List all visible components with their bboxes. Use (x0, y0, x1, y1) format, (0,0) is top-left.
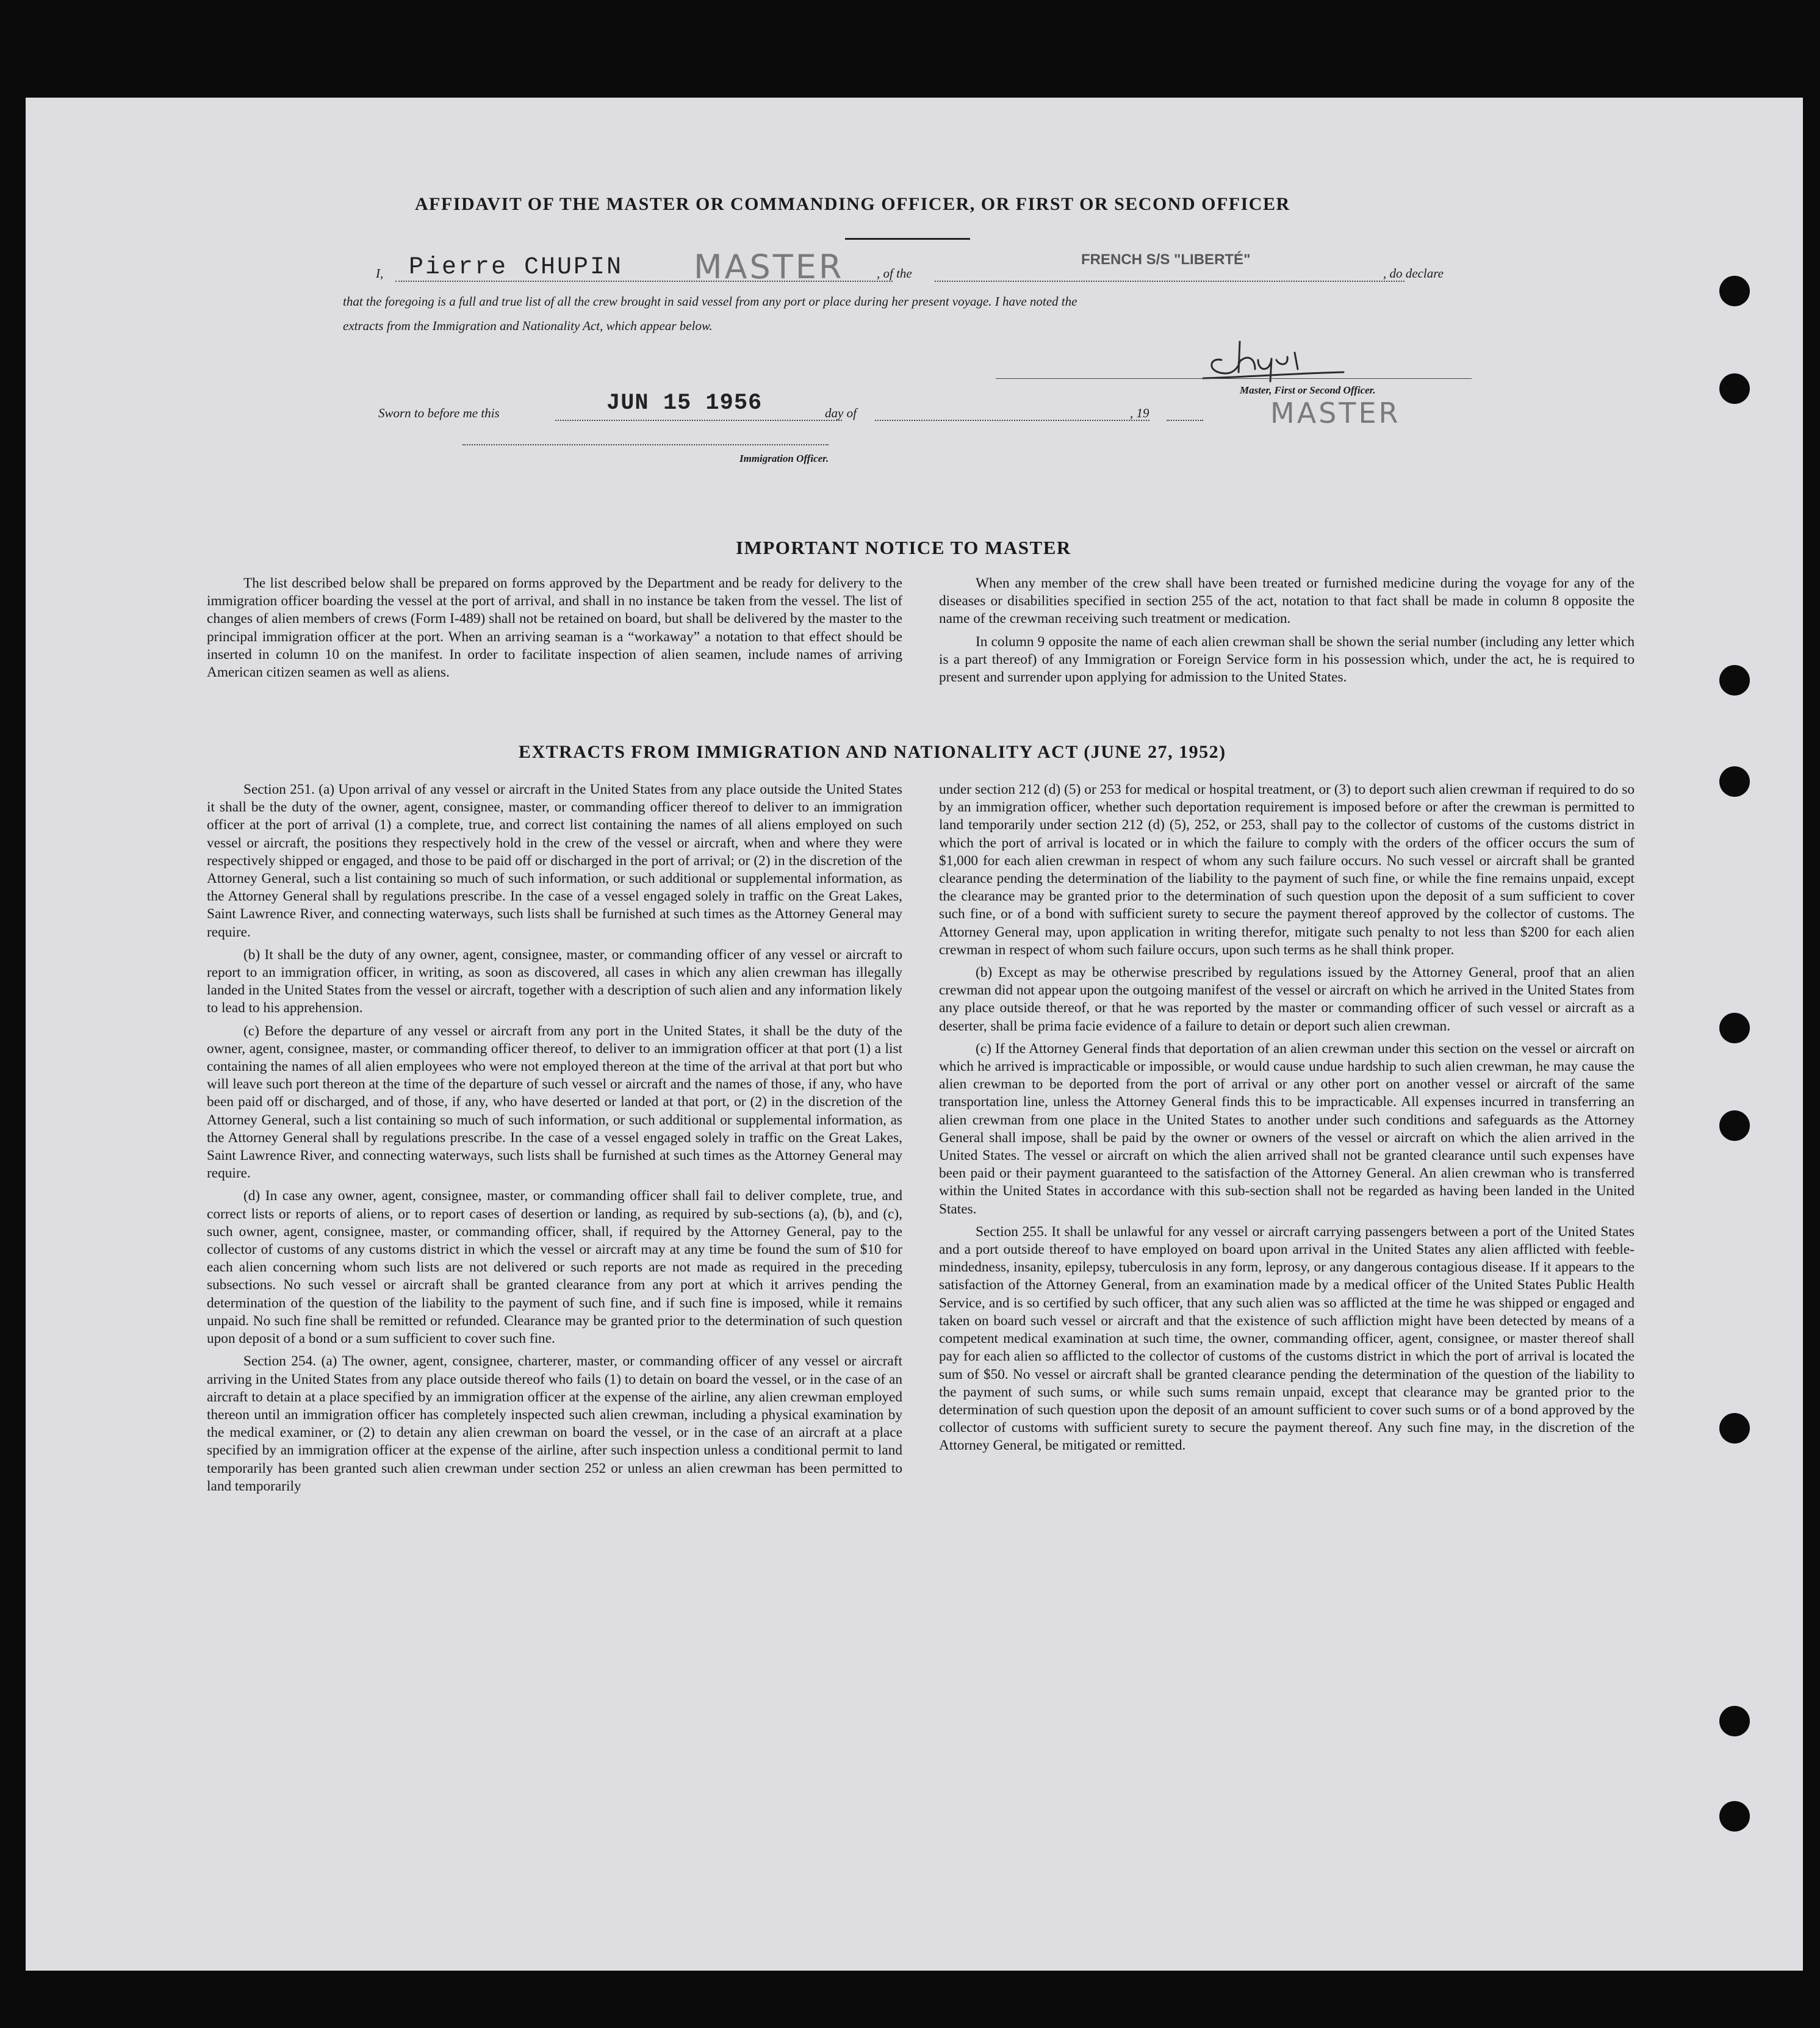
sworn-date-line (555, 420, 842, 421)
title-rule (845, 238, 970, 240)
i-label: I, (376, 266, 384, 281)
declaration-line-1: that the foregoing is a full and true list of all the crew brought in said vessel from any port or place during her present voyage. I have noted the (343, 294, 1077, 309)
notice-paragraph: In column 9 opposite the name of each alien crewman shall be shown the serial number (including any letter which is a part thereof) of any Immigration or Foreign Service form in his possession which, under the act, he is required to present and surrender upon applying for admission to the United States. (939, 633, 1635, 686)
extract-paragraph: under section 212 (d) (5) or 253 for medical or hospital treatment, or (3) to deport such alien crewman if required to do so by an immigration officer, whether such deportation requirement is imposed before or after the crewman is permitted to land temporarily under section 212 (d) (5), 252, or 253, shall pay to the collector of customs of the customs district in which the port of arrival is located or in which the failure to comply with the orders of the officer occurs the sum of $1,000 for each alien crewman in respect of whom any such failure occurs. No such vessel or aircraft shall be granted clearance pending the determination of the liability to the payment of such fine, or while the fine remains unpaid, except the clearance may be granted prior to the determination of such question upon the deposit of a sum sufficient to cover such fine, or of a bond with sufficient surety to secure the payment thereof approved by the collector of customs. The Attorney General may, upon application in writing therefor, mitigate such penalty to not less than $200 for each alien crewman in respect of whom such failure occurs, upon such terms as he shall think proper. (939, 782, 1635, 958)
punch-hole (1719, 665, 1750, 696)
extracts-left-column (207, 781, 902, 1500)
extract-paragraph: Section 255. It shall be unlawful for any vessel or aircraft carrying passengers between a port of the United States and a port outside thereof to have employed on board upon arrival in the United States any alien afflicted with feeble-mindedness, insanity, epilepsy, tuberculosis in any form, leprosy, or any dangerous contagious disease. If it appears to the satisfaction of the Attorney General, from an examination made by a medical officer of the United States Public Health Service, and is so certified by such officer, that any such alien was so afflicted at the time he was shipped or engaged and taken on board such vessel or aircraft and that the existence of such affliction might have been detected by means of a competent medical examination at such time, the owner, commanding officer, agent, consignee, or master thereof shall pay for each alien so afflicted to the collector of customs of the customs district in which the port of arrival is located the sum of $50. No vessel or aircraft shall be granted clearance pending the determination of the question of the liability to the payment of such sums, or while such sums remain unpaid, except that clearance may be granted prior to the determination of such question upon the deposit of an amount sufficient to cover such sums or of a bond approved by the collector of customs with sufficient surety to secure the payment thereof. Any such fine may, in the discretion of the Attorney General, be mitigated or remitted. (939, 1223, 1635, 1454)
of-the-label: , of the (877, 266, 912, 281)
year-line (1167, 420, 1203, 421)
notice-left-column (207, 575, 902, 686)
extract-paragraph: (b) It shall be the duty of any owner, agent, consignee, master, or commanding officer of any vessel or aircraft to report to an immigration officer, in writing, as soon as discovered, all cases in which any alien crewman has illegally landed in the United States from the vessel or aircraft, together with a description of such alien and any information likely to lead to his apprehension. (207, 946, 902, 1016)
declaration-line-2: extracts from the Immigration and Nationality Act, which appear below. (343, 318, 713, 333)
punch-hole (1719, 1706, 1750, 1736)
day-of-label: day of (825, 406, 857, 420)
vessel-line (935, 281, 1405, 282)
affidavit-title: AFFIDAVIT OF THE MASTER OR COMMANDING OFFICER, OR FIRST OR SECOND OFFICER (415, 194, 1290, 214)
signature-stamp: MASTER (1270, 397, 1401, 430)
year-label: , 19 (1130, 406, 1149, 420)
sworn-label: Sworn to before me this (378, 406, 500, 420)
declare-label: , do declare (1383, 266, 1444, 281)
punch-hole (1719, 1110, 1750, 1141)
punch-hole (1719, 1413, 1750, 1444)
extract-paragraph: (c) If the Attorney General finds that deportation of an alien crewman under this section on the vessel or aircraft on which he arrived is impracticable or impossible, or would cause undue hardship to such alien crewman, he may cause the alien crewman to be deported from the port of arrival or any other port on another vessel or aircraft of the same transportation line, unless the Attorney General finds this to be impracticable. All expenses incurred in transferring an alien crewman from one place in the United States to another under such conditions and safeguards as the Attorney General shall impose, shall be paid by the owner or owners of the vessel or aircraft on which the alien arrived in the United States. The vessel or aircraft on which the alien arrived shall not be granted clearance until such expenses have been paid or their payment guaranteed to the satisfaction of the Attorney General. An alien crewman who is transferred within the United States in accordance with this sub-section shall not be regarded as having been landed in the United States. (939, 1040, 1635, 1217)
notice-paragraph: When any member of the crew shall have been treated or furnished medicine during the voyage for any of the diseases or disabilities specified in section 255 of the act, notation to that fact shall be made in column 8 opposite the name of the crewman receiving such treatment or medication. (939, 575, 1635, 627)
punch-hole (1719, 1801, 1750, 1832)
officer-caption: Immigration Officer. (739, 453, 829, 464)
sworn-date: JUN 15 1956 (606, 390, 763, 416)
vessel-name: FRENCH S/S "LIBERTÉ" (1081, 251, 1251, 268)
notice-title: IMPORTANT NOTICE TO MASTER (736, 537, 1071, 558)
document-page (26, 98, 1803, 1971)
punch-hole (1719, 276, 1750, 306)
rank-stamp: MASTER (694, 248, 844, 286)
extracts-title: EXTRACTS FROM IMMIGRATION AND NATIONALITY ACT (JUNE 27, 1952) (519, 742, 1226, 762)
punch-hole (1719, 1013, 1750, 1043)
punch-hole (1719, 766, 1750, 797)
signature-line (996, 378, 1472, 379)
extracts-right-column (939, 781, 1635, 1460)
extract-paragraph: (d) In case any owner, agent, consignee, master, or commanding officer shall fail to deliver complete, true, and correct lists or reports of aliens, or to report cases of desertion or landing, as required by sub-sections (a), (b), and (c), such owner, agent, consignee, master, or commanding officer, shall, if required by the Attorney General, pay to the collector of customs of any customs district in which the vessel or aircraft may at any time be found the sum of $10 for each alien concerning whom such lists are not delivered or such reports are not made as required in the preceding subsections. No such vessel or aircraft shall be granted clearance from any port at which it arrives pending the determination of the question of the liability to the payment of such fine, and if such fine is imposed, while it remains unpaid. No such fine shall be remitted or refunded. Clearance may be granted prior to the determination of such question upon deposit of a bond or a sum sufficient to cover such fine. (207, 1188, 902, 1347)
notice-paragraph: The list described below shall be prepared on forms approved by the Department and be ready for delivery to the immigration officer boarding the vessel at the port of arrival, and shall in no instance be taken from the vessel. The list of changes of alien members of crews (Form I-489) shall not be retained on board, but shall be delivered by the master to the principal immigration officer at the port. When an arriving seaman is a “workaway” a notation to that effect should be inserted in column 10 on the manifest. In order to facilitate inspection of alien seamen, include names of arriving American citizen seamen as well as aliens. (207, 575, 902, 681)
signature-caption: Master, First or Second Officer. (1240, 384, 1376, 396)
extract-paragraph: (b) Except as may be otherwise prescribed by regulations issued by the Attorney General, proof that an alien crewman did not appear upon the outgoing manifest of the vessel or aircraft on which he arrived in the United States from any place outside thereof, or that he was reported by the master or commanding officer of such vessel or aircraft as a deserter, shall be prima facie evidence of a failure to detain or deport such alien crewman. (939, 965, 1635, 1034)
notice-right-column (939, 575, 1635, 691)
extract-paragraph: Section 251. (a) Upon arrival of any vessel or aircraft in the United States from any place outside the United States it shall be the duty of the owner, agent, consignee, master, or commanding officer thereof to deliver to an immigration officer at the port of arrival (1) a complete, true, and correct list containing the names of all aliens employed on such vessel or aircraft, the positions they respectively hold in the crew of the vessel or aircraft, when and where they were respectively shipped or engaged, and those to be paid off or discharged in the port of arrival; or (2) in the discretion of the Attorney General, such a list containing so much of such information, or such additional or supplemental information, as the Attorney General shall by regulations prescribe. In the case of a vessel engaged solely in traffic on the Great Lakes, Saint Lawrence River, and connecting waterways, such lists shall be furnished at such times as the Attorney General may require. (207, 782, 902, 940)
master-signature (1197, 329, 1356, 384)
master-name: Pierre CHUPIN (409, 254, 624, 281)
punch-hole (1719, 373, 1750, 404)
extract-paragraph: (c) Before the departure of any vessel or aircraft from any port in the United States, it shall be the duty of the owner, agent, consignee, master, or commanding officer thereof, to deliver to an immigration officer at that port (1) a list containing the names of all alien employees who were not employed thereon at the time of the arrival at that port but who will leave such port thereon at the time of the departure of such vessel or aircraft and the names of those, if any, who have been paid off or discharged, and of those, if any, who have deserted or landed at that port, or (2) in the discretion of the Attorney General, such a list containing so much of such information, or such additional or supplemental information, as the Attorney General shall by regulations prescribe. In the case of a vessel engaged solely in traffic on the Great Lakes, Saint Lawrence River, and connecting waterways, such lists shall be furnished at such times as the Attorney General may require. (207, 1023, 902, 1182)
month-line (875, 420, 1149, 421)
officer-signature-line (462, 444, 829, 445)
extract-paragraph: Section 254. (a) The owner, agent, consignee, charterer, master, or commanding officer of any vessel or aircraft arriving in the United States from any place outside thereof who fails (1) to detain on board the vessel, or in the case of an aircraft to detain at a place specified by an immigration officer at the expense of the airline, any alien crewman employed thereon until an immigration officer has completely inspected such alien crewman, including a physical examination by the medical examiner, or (2) to detain any alien crewman on board the vessel, or in the case of an aircraft at a place specified by an immigration officer at the expense of the airline, after such inspection unless a conditional permit to land temporarily has been granted such alien crewman under section 252 or unless an alien crewman has been permitted to land temporarily (207, 1353, 902, 1494)
